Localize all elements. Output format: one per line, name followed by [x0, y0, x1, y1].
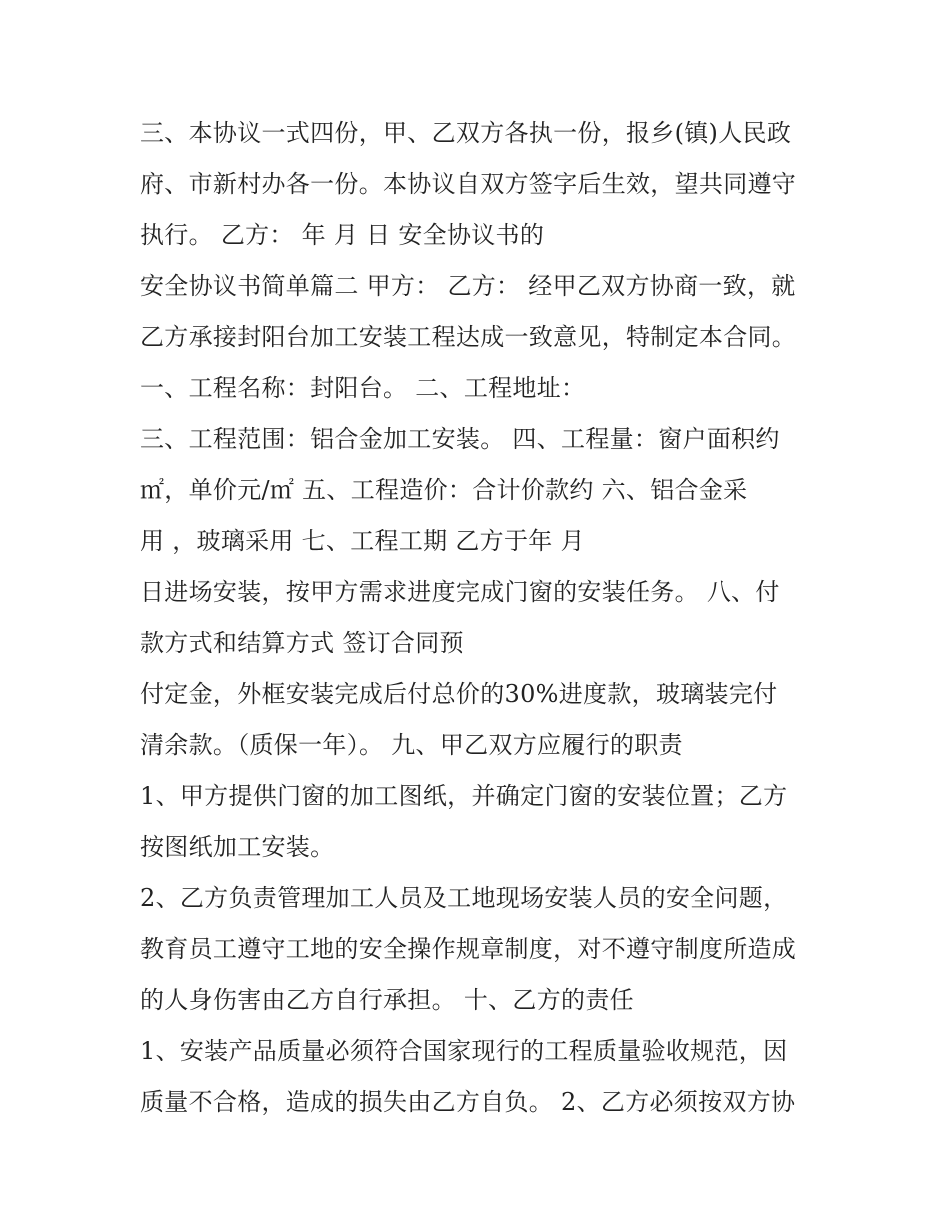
- text-line: 日进场安装，按甲方需求进度完成门窗的安装任务。 八、付: [140, 578, 780, 606]
- text-line: 三、本协议一式四份，甲、乙双方各执一份，报乡(镇)人民政: [140, 119, 792, 147]
- text-line: 款方式和结算方式 签订合同预: [140, 629, 464, 657]
- text-line: 一、工程名称：封阳台。 二、工程地址：: [140, 374, 586, 402]
- text-line: 用 ，玻璃采用 七、工程工期 乙方于年 月: [140, 527, 585, 555]
- text-line: 府、市新村办各一份。本协议自双方签字后生效，望共同遵守: [140, 170, 797, 198]
- text-line: ㎡，单价元/㎡ 五、工程造价：合计价款约 六、铝合金采: [140, 476, 748, 504]
- text-line: 安全协议书简单篇二 甲方： 乙方： 经甲乙双方协商一致，就: [140, 272, 796, 300]
- text-line: 1、安装产品质量必须符合国家现行的工程质量验收规范，因: [140, 1037, 788, 1065]
- text-line: 乙方承接封阳台加工安装工程达成一致意见，特制定本合同。: [140, 323, 797, 351]
- text-line: 质量不合格，造成的损失由乙方自负。 2、乙方必须按双方协: [140, 1088, 796, 1116]
- document-body: [140, 108, 840, 1128]
- text-line: 执行。 乙方： 年 月 日 安全协议书的: [140, 221, 545, 249]
- text-line: 三、工程范围：铝合金加工安装。 四、工程量：窗户面积约: [140, 425, 780, 453]
- text-line: 教育员工遵守工地的安全操作规章制度，对不遵守制度所造成: [140, 935, 797, 963]
- text-line: 2、乙方负责管理加工人员及工地现场安装人员的安全问题，: [140, 884, 788, 912]
- text-line: 1、甲方提供门窗的加工图纸，并确定门窗的安装位置；乙方: [140, 782, 788, 810]
- text-line: 清余款。（质保一年）。 九、甲乙双方应履行的职责: [140, 731, 683, 759]
- text-line: 付定金，外框安装完成后付总价的30%进度款，玻璃装完付: [140, 680, 778, 708]
- text-line: 的人身伤害由乙方自行承担。 十、乙方的责任: [140, 986, 634, 1014]
- text-line: 按图纸加工安装。: [140, 833, 335, 861]
